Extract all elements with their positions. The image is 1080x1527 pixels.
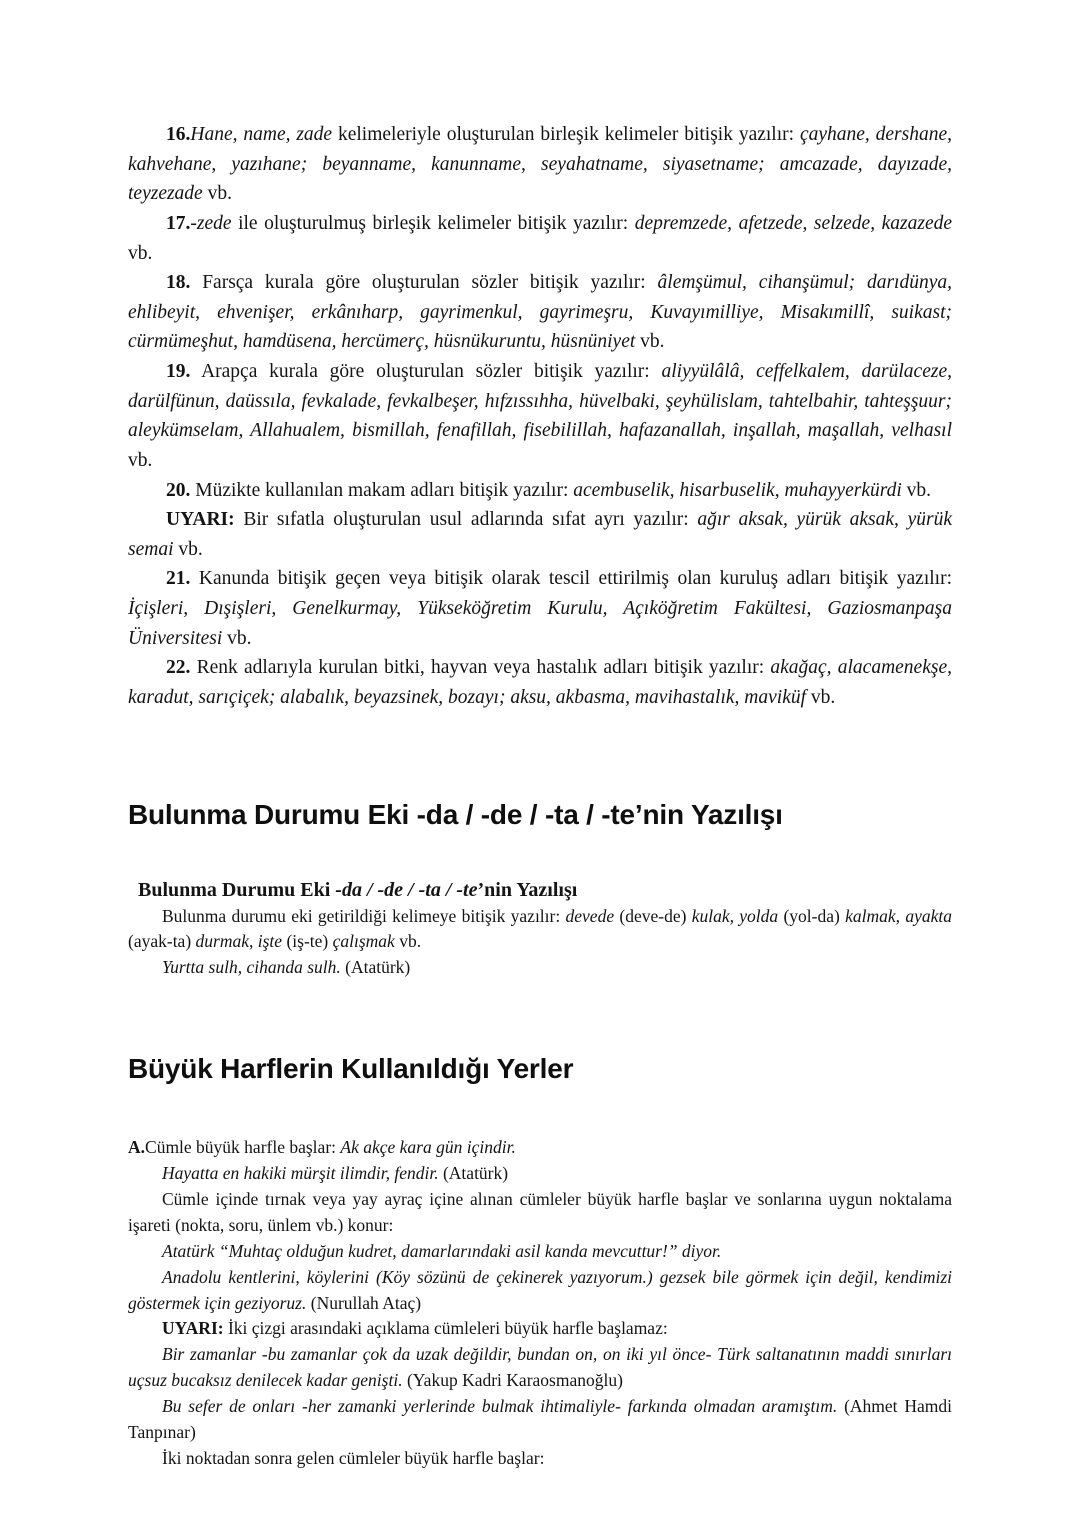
- plain-text: vb.: [806, 686, 836, 708]
- plain-text: (Nurullah Ataç): [306, 1292, 422, 1313]
- italic-text: Yurtta sulh, cihanda sulh.: [162, 957, 341, 978]
- italic-text: kulak, yolda: [691, 905, 779, 926]
- plain-text: vb.: [173, 538, 203, 560]
- plain-text: (ayak-ta): [128, 931, 196, 952]
- plain-text: Cümle büyük harfle başlar:: [145, 1137, 341, 1158]
- plain-text: Renk adlarıyla kurulan bitki, hayvan veya hastalık adları bitişik yazılır:: [190, 657, 771, 679]
- italic-text: -zede: [190, 212, 232, 234]
- body-paragraph: [128, 1342, 952, 1394]
- plain-text: Farsça kurala göre oluşturulan sözler bitişik yazılır:: [190, 272, 658, 294]
- rule-number: 20.: [166, 479, 191, 501]
- rule-number: 16.: [166, 124, 191, 145]
- plain-text: vb.: [128, 242, 153, 264]
- italic-text: depremzede, afetzede, selzede, kazazede: [634, 212, 953, 234]
- plain-text: (iş-te): [282, 931, 333, 952]
- page-title-bulunma-durumu-eki: Bulunma Durumu Eki -da / -de / -ta / -te’nin Yazılışı: [128, 798, 783, 830]
- italic-text: Atatürk “Muhtaç olduğun kudret, damarlarındaki asil kanda mevcuttur!” diyor.: [162, 1240, 722, 1261]
- rule-number: 21.: [166, 568, 191, 590]
- body-paragraph: [128, 1239, 952, 1265]
- plain-text: kelimeleriyle oluşturulan birleşik kelimeler bitişik yazılır:: [332, 124, 800, 145]
- rule-paragraph: [128, 476, 952, 506]
- rule-paragraph: [128, 209, 952, 268]
- plain-text: (yol-da): [778, 905, 846, 926]
- spacer: [128, 831, 952, 879]
- plain-text: vb.: [394, 931, 422, 952]
- italic-text: acembuselik, hisarbuselik, muhayyerkürdi: [573, 479, 902, 501]
- rule-paragraph: [128, 357, 952, 476]
- italic-text: Bu sefer de onları -her zamanki yerlerinde bulmak ihtimaliyle- farkında olmadan aramıştım.: [162, 1396, 838, 1417]
- rule-paragraph: [128, 120, 952, 209]
- rule-number: 19.: [166, 361, 191, 382]
- body-paragraph: [128, 1265, 952, 1317]
- italic-text: Hane, name, zade: [190, 124, 333, 145]
- italic-text: Anadolu kentlerini, köylerini (Köy sözünü de çekinerek yazıyorum.) gezsek bile görmek için değil, kendimizi göstermek için geziyoruz.: [128, 1266, 952, 1313]
- rule-paragraph: [128, 564, 952, 653]
- body-paragraph: [128, 1316, 952, 1342]
- italic-text: durmak, işte: [195, 931, 283, 952]
- body-paragraph: [128, 1135, 952, 1161]
- body-paragraph: [128, 1446, 952, 1472]
- italic-text: Bir zamanlar -bu zamanlar çok da uzak değildir, bundan on, on iki yıl önce- Türk saltanatının maddi sınırları uçsuz bucaksız denilecek kadar genişti.: [128, 1344, 952, 1391]
- bold-text: Bulunma Durumu Eki: [138, 878, 336, 901]
- italic-text: aliyyülâlâ, ceffelkalem, darülaceze, darülfünun, daüssıla, fevkalade, fevkalbeşer, hıfzıssıhha, hüvelbaki, şeyhülislam, tahtelbahir, tahteşşuur; aleykümselam, Allahualem, bismillah, fenafillah, fisebilillah, hafazanallah, inşallah, maşallah, velhasıl: [128, 361, 952, 442]
- rule-number: 22.: [166, 657, 191, 679]
- italic-text: Hayatta en hakiki mürşit ilimdir, fendir.: [162, 1163, 439, 1184]
- plain-text: (Ahmet Hamdi Tanpınar): [128, 1396, 952, 1442]
- italic-text: akağaç, alacamenekşe, karadut, sarıçiçek; alabalık, beyazsinek, bozayı; aksu, akbasma, mavihastalık, maviküf: [128, 657, 952, 708]
- plain-text: vb.: [202, 183, 232, 205]
- plain-text: vb.: [635, 331, 665, 353]
- plain-text: vb.: [901, 479, 932, 501]
- rule-paragraph: [128, 653, 952, 712]
- plain-text: İki çizgi arasındaki açıklama cümleleri büyük harfle başlamaz:: [223, 1318, 668, 1339]
- body-paragraph: [128, 1161, 952, 1187]
- bold-italic-text: -da / -de / -ta / -te: [335, 878, 478, 901]
- plain-text: ile oluşturulmuş birleşik kelimeler bitişik yazılır:: [231, 212, 635, 234]
- plain-text: Cümle içinde tırnak veya yay ayraç içine alınan cümleler büyük harfle başlar ve sonlarına uygun noktalama işareti (nokta, soru, ünlem vb.) konur:: [128, 1188, 952, 1235]
- plain-text: Bir sıfatla oluşturulan usul adlarında sıfat ayrı yazılır:: [234, 509, 698, 531]
- italic-text: çayhane, dershane, kahvehane, yazıhane; beyanname, kanunname, seyahatname, siyasetname; amcazade, dayızade, teyzezade: [128, 124, 953, 205]
- rule-number: 18.: [166, 272, 191, 294]
- rule-paragraph: [128, 268, 952, 357]
- body-paragraph: [128, 1187, 952, 1239]
- subsection-paragraph-bulunma: [128, 904, 952, 956]
- page-title-buyuk-harflerin-kullanildigi-yerler: Büyük Harflerin Kullanıldığı Yerler: [128, 1053, 574, 1085]
- subsection-example-bulunma: [128, 955, 952, 981]
- spacer: [128, 713, 952, 799]
- italic-text: kalmak, ayakta: [845, 905, 952, 926]
- plain-text: Müzikte kullanılan makam adları bitişik yazılır:: [190, 479, 574, 501]
- plain-text: (Yakup Kadri Karaosmanoğlu): [402, 1370, 623, 1391]
- plain-text: (Atatürk): [340, 957, 411, 978]
- plain-text: vb.: [222, 627, 252, 649]
- plain-text: Arapça kurala göre oluşturulan sözler bitişik yazılır:: [190, 361, 662, 382]
- plain-text: Bulunma durumu eki getirildiği kelimeye bitişik yazılır:: [162, 905, 566, 926]
- plain-text: (deve-de): [614, 905, 692, 926]
- bold-text: ’nin Yazılışı: [477, 878, 578, 901]
- spacer: [128, 981, 952, 1053]
- subsection-buyuk-harfler-body: [128, 1135, 952, 1472]
- rule-number: 17.: [166, 212, 191, 234]
- italic-text: devede: [565, 905, 615, 926]
- subsection-heading-bulunma: [138, 879, 952, 902]
- italic-text: âlemşümul, cihanşümul; darıdünya, ehlibeyit, ehvenişer, erkânıharp, gayrimenkul, gayrimeşru, Kuvayımilliye, Misakımillî, suikast; cürmümeşhut, hamdüsena, hercümerç, hüsnükuruntu, hüsnüniyet: [128, 272, 952, 353]
- plain-text: (Atatürk): [438, 1163, 509, 1184]
- rule-paragraph: [128, 505, 952, 564]
- plain-text: vb.: [128, 449, 153, 471]
- bold-text: A.: [128, 1137, 146, 1158]
- plain-text: İki noktadan sonra gelen cümleler büyük harfle başlar:: [162, 1447, 545, 1468]
- numbered-rules-block: [128, 120, 952, 713]
- plain-text: Kanunda bitişik geçen veya bitişik olarak tescil ettirilmiş olan kuruluş adları bitişik yazılır:: [190, 568, 952, 590]
- bold-text: UYARI:: [162, 1318, 224, 1339]
- spacer: [128, 1085, 952, 1135]
- italic-text: Ak akçe kara gün içindir.: [340, 1137, 516, 1158]
- italic-text: ağır aksak, yürük aksak, yürük semai: [128, 509, 952, 560]
- body-paragraph: [128, 1394, 952, 1446]
- italic-text: çalışmak: [332, 931, 395, 952]
- rule-number: UYARI:: [166, 509, 235, 531]
- italic-text: İçişleri, Dışişleri, Genelkurmay, Yükseköğretim Kurulu, Açıköğretim Fakültesi, Gaziosmanpaşa Üniversitesi: [128, 598, 952, 649]
